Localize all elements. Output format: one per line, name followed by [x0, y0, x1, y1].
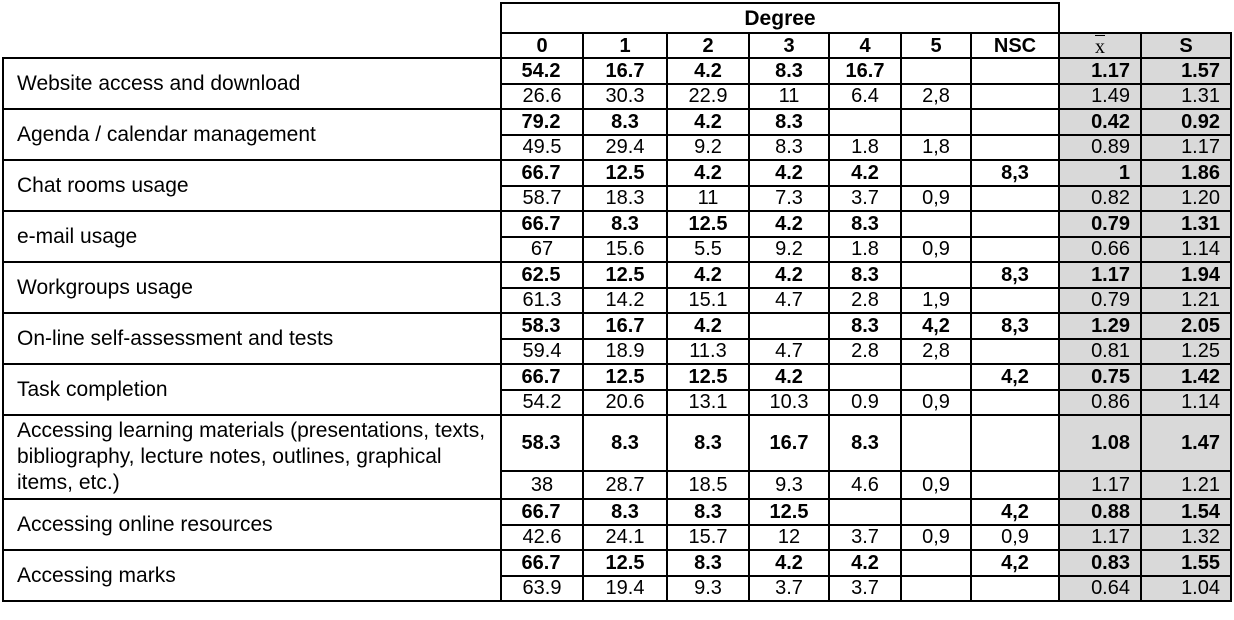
cell-value: 8.3: [667, 415, 749, 471]
cell-value: 30.3: [583, 84, 667, 110]
cell-value: 18.3: [583, 186, 667, 212]
cell-value: 4.6: [829, 471, 901, 499]
std-value: 2.05: [1141, 313, 1231, 339]
cell-value: 42.6: [501, 525, 583, 551]
cell-value: 12.5: [667, 211, 749, 237]
cell-value: [971, 288, 1059, 314]
cell-value: 67: [501, 237, 583, 263]
cell-value: 10.3: [749, 390, 829, 416]
row-label: Task completion: [3, 364, 501, 415]
cell-value: 66.7: [501, 499, 583, 525]
mean-value: 0.79: [1059, 288, 1141, 314]
cell-value: 0,9: [901, 525, 971, 551]
cell-value: 0,9: [901, 237, 971, 263]
row-label: Accessing marks: [3, 550, 501, 601]
row-label: e-mail usage: [3, 211, 501, 262]
std-value: 1.86: [1141, 160, 1231, 186]
cell-value: 0,9: [971, 525, 1059, 551]
mean-value: 1.17: [1059, 262, 1141, 288]
std-value: 1.17: [1141, 135, 1231, 161]
cell-value: 8,3: [971, 160, 1059, 186]
cell-value: [971, 58, 1059, 84]
cell-value: 2.8: [829, 339, 901, 365]
table-row-bold: [3, 160, 1231, 186]
cell-value: 62.5: [501, 262, 583, 288]
cell-value: [971, 237, 1059, 263]
cell-value: [971, 186, 1059, 212]
cell-value: 61.3: [501, 288, 583, 314]
table-row-bold: [3, 499, 1231, 525]
cell-value: 4,2: [971, 364, 1059, 390]
cell-value: [901, 364, 971, 390]
cell-value: 8.3: [829, 313, 901, 339]
cell-value: [971, 471, 1059, 499]
cell-value: [829, 499, 901, 525]
cell-value: 0.9: [829, 390, 901, 416]
table-row-bold: [3, 109, 1231, 135]
column-header-row: [3, 33, 1231, 58]
cell-value: 9.3: [749, 471, 829, 499]
mean-value: 0.81: [1059, 339, 1141, 365]
std-value: 1.14: [1141, 237, 1231, 263]
cell-value: 58.7: [501, 186, 583, 212]
cell-value: 38: [501, 471, 583, 499]
degree-header-row: [3, 3, 1231, 33]
cell-value: 28.7: [583, 471, 667, 499]
std-value: 1.04: [1141, 576, 1231, 602]
header-spacer: [3, 3, 501, 33]
cell-value: 66.7: [501, 550, 583, 576]
cell-value: 6.4: [829, 84, 901, 110]
cell-value: 9.2: [667, 135, 749, 161]
cell-value: 11: [749, 84, 829, 110]
cell-value: 4.2: [749, 160, 829, 186]
cell-value: [901, 109, 971, 135]
row-label: Website access and download: [3, 58, 501, 109]
std-value: 0.92: [1141, 109, 1231, 135]
cell-value: 8.3: [829, 415, 901, 471]
cell-value: [901, 58, 971, 84]
mean-value: 1.49: [1059, 84, 1141, 110]
std-value: 1.14: [1141, 390, 1231, 416]
cell-value: 8.3: [749, 135, 829, 161]
label-column-header: [3, 33, 501, 58]
cell-value: 8,3: [971, 313, 1059, 339]
table-body: [3, 58, 1231, 601]
table-row-bold: [3, 211, 1231, 237]
cell-value: 8.3: [749, 58, 829, 84]
cell-value: 15.7: [667, 525, 749, 551]
cell-value: 54.2: [501, 390, 583, 416]
mean-value: 1: [1059, 160, 1141, 186]
cell-value: 13.1: [667, 390, 749, 416]
mean-value: 1.17: [1059, 471, 1141, 499]
cell-value: 66.7: [501, 364, 583, 390]
cell-value: 59.4: [501, 339, 583, 365]
cell-value: [971, 211, 1059, 237]
cell-value: 2,8: [901, 339, 971, 365]
cell-value: 4.2: [667, 58, 749, 84]
cell-value: 1.8: [829, 135, 901, 161]
mean-value: 1.17: [1059, 525, 1141, 551]
cell-value: 12: [749, 525, 829, 551]
cell-value: 24.1: [583, 525, 667, 551]
cell-value: 8.3: [749, 109, 829, 135]
cell-value: 8.3: [667, 499, 749, 525]
std-value: 1.55: [1141, 550, 1231, 576]
cell-value: 63.9: [501, 576, 583, 602]
cell-value: 16.7: [829, 58, 901, 84]
col-header-5: 5: [901, 33, 971, 58]
table-row-bold: [3, 415, 1231, 471]
cell-value: [901, 211, 971, 237]
cell-value: 58.3: [501, 313, 583, 339]
mean-value: 1.29: [1059, 313, 1141, 339]
cell-value: 22.9: [667, 84, 749, 110]
cell-value: 58.3: [501, 415, 583, 471]
std-value: 1.57: [1141, 58, 1231, 84]
cell-value: 4.7: [749, 339, 829, 365]
cell-value: 4,2: [901, 313, 971, 339]
col-header-4: 4: [829, 33, 901, 58]
cell-value: [901, 415, 971, 471]
header-spacer-right: [1059, 3, 1231, 33]
mean-value: 0.64: [1059, 576, 1141, 602]
cell-value: 26.6: [501, 84, 583, 110]
std-value: 1.25: [1141, 339, 1231, 365]
cell-value: 29.4: [583, 135, 667, 161]
row-label: Workgroups usage: [3, 262, 501, 313]
table-row-bold: [3, 550, 1231, 576]
cell-value: 79.2: [501, 109, 583, 135]
mean-value: 1.08: [1059, 415, 1141, 471]
std-value: 1.31: [1141, 211, 1231, 237]
cell-value: 9.3: [667, 576, 749, 602]
std-value: 1.94: [1141, 262, 1231, 288]
cell-value: 4,2: [971, 499, 1059, 525]
cell-value: 12.5: [583, 550, 667, 576]
mean-value: 0.86: [1059, 390, 1141, 416]
cell-value: 4.2: [749, 364, 829, 390]
cell-value: 4.2: [667, 262, 749, 288]
cell-value: [901, 576, 971, 602]
cell-value: 8.3: [583, 211, 667, 237]
cell-value: [971, 84, 1059, 110]
cell-value: 16.7: [749, 415, 829, 471]
degree-table: [2, 2, 1232, 602]
cell-value: 15.1: [667, 288, 749, 314]
mean-value: 0.82: [1059, 186, 1141, 212]
mean-value: 0.89: [1059, 135, 1141, 161]
cell-value: [901, 550, 971, 576]
cell-value: 14.2: [583, 288, 667, 314]
cell-value: 8.3: [667, 550, 749, 576]
degree-header: Degree: [501, 3, 1059, 33]
cell-value: [901, 499, 971, 525]
table-row-bold: [3, 58, 1231, 84]
cell-value: 4.2: [667, 160, 749, 186]
std-value: 1.54: [1141, 499, 1231, 525]
mean-value: 0.75: [1059, 364, 1141, 390]
cell-value: 0,9: [901, 186, 971, 212]
cell-value: 5.5: [667, 237, 749, 263]
mean-value: 1.17: [1059, 58, 1141, 84]
mean-value: 0.88: [1059, 499, 1141, 525]
cell-value: [901, 160, 971, 186]
std-value: 1.31: [1141, 84, 1231, 110]
cell-value: [829, 364, 901, 390]
std-value: 1.21: [1141, 288, 1231, 314]
cell-value: 9.2: [749, 237, 829, 263]
cell-value: 1,9: [901, 288, 971, 314]
cell-value: 20.6: [583, 390, 667, 416]
cell-value: [749, 313, 829, 339]
cell-value: 4.2: [749, 550, 829, 576]
cell-value: 4.2: [829, 160, 901, 186]
cell-value: 3.7: [829, 525, 901, 551]
mean-symbol: x: [1095, 35, 1105, 58]
mean-value: 0.66: [1059, 237, 1141, 263]
row-label: Agenda / calendar management: [3, 109, 501, 160]
cell-value: 12.5: [583, 262, 667, 288]
std-value: 1.21: [1141, 471, 1231, 499]
mean-header: [1059, 33, 1141, 58]
cell-value: [829, 109, 901, 135]
cell-value: [971, 415, 1059, 471]
cell-value: 1.8: [829, 237, 901, 263]
cell-value: 15.6: [583, 237, 667, 263]
cell-value: 4.2: [667, 109, 749, 135]
cell-value: 54.2: [501, 58, 583, 84]
cell-value: 4.2: [667, 313, 749, 339]
cell-value: [971, 109, 1059, 135]
std-value: 1.47: [1141, 415, 1231, 471]
table-row-bold: [3, 262, 1231, 288]
cell-value: 66.7: [501, 160, 583, 186]
cell-value: 3.7: [749, 576, 829, 602]
col-header-3: 3: [749, 33, 829, 58]
cell-value: 12.5: [583, 160, 667, 186]
col-header-nsc: NSC: [971, 33, 1059, 58]
row-label: Chat rooms usage: [3, 160, 501, 211]
cell-value: 16.7: [583, 313, 667, 339]
cell-value: [971, 135, 1059, 161]
cell-value: 12.5: [749, 499, 829, 525]
cell-value: 3.7: [829, 186, 901, 212]
cell-value: 1,8: [901, 135, 971, 161]
cell-value: 7.3: [749, 186, 829, 212]
col-header-1: 1: [583, 33, 667, 58]
cell-value: 0,9: [901, 390, 971, 416]
cell-value: [971, 576, 1059, 602]
row-label: Accessing online resources: [3, 499, 501, 550]
cell-value: 8,3: [971, 262, 1059, 288]
col-header-2: 2: [667, 33, 749, 58]
cell-value: 11.3: [667, 339, 749, 365]
row-label: On-line self-assessment and tests: [3, 313, 501, 364]
cell-value: 4.2: [749, 211, 829, 237]
table-row-bold: [3, 313, 1231, 339]
cell-value: [971, 339, 1059, 365]
cell-value: 2,8: [901, 84, 971, 110]
cell-value: 8.3: [583, 499, 667, 525]
cell-value: 2.8: [829, 288, 901, 314]
cell-value: 12.5: [667, 364, 749, 390]
cell-value: 4,2: [971, 550, 1059, 576]
cell-value: 4.7: [749, 288, 829, 314]
row-label: Accessing learning materials (presentations, texts, bibliography, lecture notes, outlines, graphical items, etc.): [3, 415, 501, 499]
std-value: 1.32: [1141, 525, 1231, 551]
cell-value: 3.7: [829, 576, 901, 602]
std-value: 1.42: [1141, 364, 1231, 390]
cell-value: [971, 390, 1059, 416]
cell-value: 16.7: [583, 58, 667, 84]
cell-value: 19.4: [583, 576, 667, 602]
cell-value: 8.3: [583, 415, 667, 471]
std-value: 1.20: [1141, 186, 1231, 212]
cell-value: 8.3: [583, 109, 667, 135]
mean-value: 0.79: [1059, 211, 1141, 237]
cell-value: 8.3: [829, 211, 901, 237]
cell-value: 66.7: [501, 211, 583, 237]
mean-value: 0.42: [1059, 109, 1141, 135]
col-header-0: 0: [501, 33, 583, 58]
cell-value: 4.2: [829, 550, 901, 576]
cell-value: 49.5: [501, 135, 583, 161]
cell-value: 18.9: [583, 339, 667, 365]
cell-value: 11: [667, 186, 749, 212]
cell-value: 4.2: [749, 262, 829, 288]
cell-value: 12.5: [583, 364, 667, 390]
cell-value: 18.5: [667, 471, 749, 499]
mean-value: 0.83: [1059, 550, 1141, 576]
cell-value: [901, 262, 971, 288]
std-header: S: [1141, 33, 1231, 58]
cell-value: 8.3: [829, 262, 901, 288]
cell-value: 0,9: [901, 471, 971, 499]
table-row-bold: [3, 364, 1231, 390]
